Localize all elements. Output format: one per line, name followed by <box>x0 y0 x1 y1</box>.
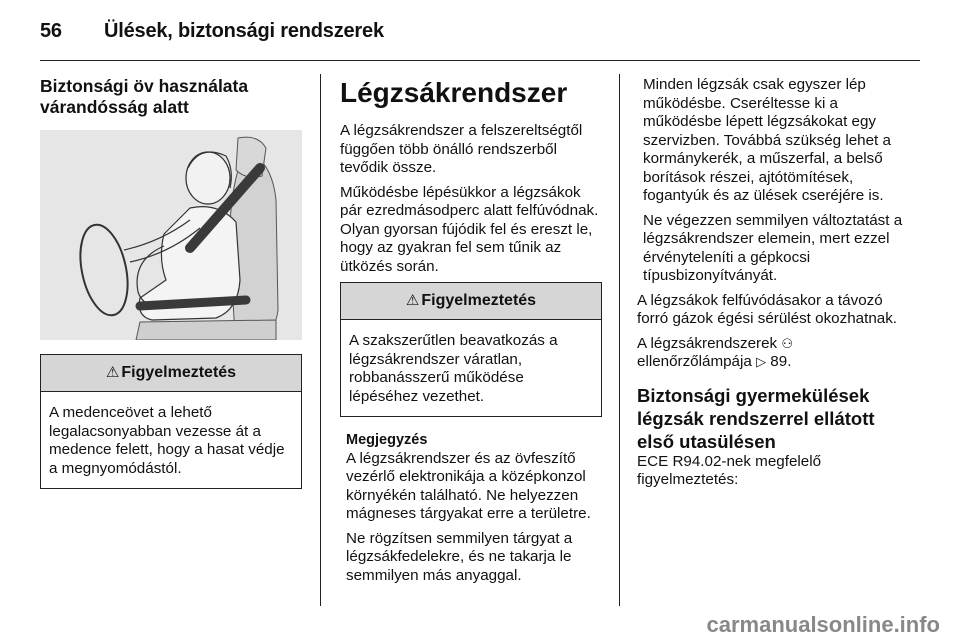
page-number: 56 <box>40 20 62 42</box>
column-1 <box>40 76 302 489</box>
note-paragraph: Ne rögzítsen semmilyen tárgyat a légzsákfedelekre, és ne takarja le semmilyen más anyaggal. <box>346 529 573 584</box>
paragraph <box>637 335 905 372</box>
paragraph: Minden légzsák csak egyszer lép működésbe. Cseréltesse ki a működésbe lépett légzsákokat egy szervizben. Továbbá szükség lehet a kormánykerék, a műszerfal, a belső borítások részei, ajtótömítések, fogantyúk és az ülések cseréjére is. <box>643 76 891 204</box>
page-reference-link[interactable]: 89. <box>770 353 792 370</box>
watermark: carmanualsonline.info <box>706 612 940 637</box>
column-divider-1 <box>320 74 321 606</box>
airbag-warning-lamp-icon: ⚇ <box>781 335 794 351</box>
warning-triangle-icon: ⚠ <box>405 292 420 309</box>
paragraph: Működésbe lépésükkor a légzsákok pár ezredmásodperc alatt felfúvódnak. Olyan gyorsan fújódik fel és ereszt le, hogy az gyakran fel sem tűnik az ütközés során. <box>340 183 599 275</box>
warning-box-airbag <box>340 282 602 417</box>
warning-title: Figyelmeztetés <box>421 292 537 309</box>
note-title: Megjegyzés <box>346 432 428 448</box>
warning-header <box>41 355 301 392</box>
paragraph: A légzsákrendszer a felszereltségtől függően több önálló rendszerből tevődik össze. <box>340 122 583 176</box>
section-heading-airbag: Légzsákrendszer <box>340 77 568 108</box>
warning-triangle-icon: ⚠ <box>105 364 120 381</box>
note-block <box>340 431 602 585</box>
paragraph: Ne végezzen semmilyen változtatást a légzsákrendszer elemein, mert ezzel érvényteleníti a gépkocsi típusbizonyítványát. <box>643 211 903 284</box>
paragraph: A légzsákok felfúvódásakor a távozó forró gázok égési sérülést okozhatnak. <box>637 291 898 327</box>
section-heading-pregnancy: Biztonsági öv használata várandósság alatt <box>40 76 249 117</box>
indented-block <box>637 76 905 286</box>
column-3 <box>637 76 905 496</box>
warning-text: A szakszerűtlen beavatkozás a légzsákrendszer váratlan, robbanásszerű működése lépéséhez vezethet. <box>349 332 558 405</box>
page-reference-arrow-icon: ▷ <box>756 354 767 369</box>
header-rule <box>40 60 920 61</box>
pregnant-driver-illustration <box>40 130 302 340</box>
warning-text: A medenceövet a lehető legalacsonyabban vezesse át a medence felett, hogy a hasat védje a megnyomódástól. <box>49 404 285 477</box>
paragraph: ECE R94.02-nek megfelelő figyelmeztetés: <box>637 452 822 488</box>
note-paragraph: A légzsákrendszer és az övfeszítő vezérlő elektronikája a középkonzol környékén található. Ne helyezzen mágneses tárgyakat erre a területre. <box>346 449 591 522</box>
page-header <box>40 20 384 43</box>
text-span: A légzsákrendszerek <box>637 334 778 352</box>
warning-title: Figyelmeztetés <box>121 364 237 381</box>
column-divider-2 <box>619 74 620 606</box>
warning-box-pregnancy <box>40 354 302 489</box>
warning-header <box>341 283 601 320</box>
page-title: Ülések, biztonsági rendszerek <box>104 20 384 42</box>
text-span: ellenőrzőlámpája <box>637 353 752 370</box>
section-heading-child-seats: Biztonsági gyermekülések légzsák rendszerrel ellátott első utasülésen <box>637 384 875 452</box>
column-2 <box>340 76 602 591</box>
